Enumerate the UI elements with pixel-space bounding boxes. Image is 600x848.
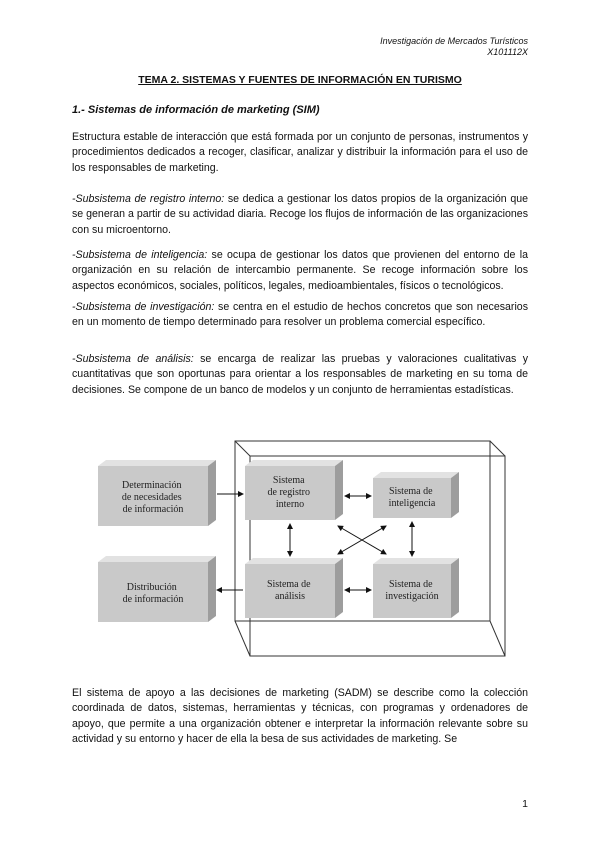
subsystem-term: -Subsistema de inteligencia:	[72, 249, 208, 261]
subsystem-registro	[72, 192, 528, 238]
investigacion-label: Sistema de investigación	[385, 579, 439, 602]
page-number: 1	[522, 798, 528, 810]
box-distribution	[98, 556, 216, 622]
needs-label: Determinación de necesidades de información	[121, 480, 184, 515]
box-analisis	[245, 558, 343, 618]
subsystem-term: -Subsistema de investigación:	[72, 301, 215, 313]
subsystem-term: -Subsistema de registro interno:	[72, 193, 225, 205]
subsystem-text: se encarga de realizar las pruebas y valoraciones cualitativas y cuantitativas que son oportunas para orientar a los responsables de marketing en su toma de decisiones. Se compone de un banco de modelos y un conjunto de herramientas estadísticas.	[72, 353, 528, 396]
subsystem-text: se ocupa de gestionar los datos que provienen del entorno de la organización en su relación de intercambio permanente. Se recoge información sobre los aspectos económicos, sociales, políticos, legales, medioambientales, físicos o tecnológicos.	[72, 249, 528, 292]
analisis-label: Sistema de análisis	[266, 579, 311, 602]
intro-paragraph: Estructura estable de interacción que está formada por un conjunto de personas, instrumentos y procedimientos dedicados a recoger, clasificar, analizar y distribuir la información para el uso de los responsables de marketing.	[72, 131, 528, 174]
box-investigacion	[373, 558, 459, 618]
section-title: 1.- Sistemas de información de marketing (SIM)	[72, 104, 320, 116]
page-title: TEMA 2. SISTEMAS Y FUENTES DE INFORMACIÓN EN TURISMO	[138, 74, 462, 86]
box-registro	[245, 460, 343, 520]
subsystem-analisis	[72, 352, 528, 398]
distribution-label: Distribución de información	[122, 582, 184, 605]
subsystem-inteligencia	[72, 248, 528, 294]
box-needs	[98, 460, 216, 526]
sadm-paragraph: El sistema de apoyo a las decisiones de marketing (SADM) se describe como la colección coordinada de datos, sistemas, herramientas y técnicas, con programas y ordenadores de apoyo, que permite a una organización obtener e interpretar la información relevante sobre su actividad y su entorno y hacer de ella la besa de sus actividades de marketing. Se	[72, 687, 528, 746]
header-code: X101112X	[487, 47, 528, 57]
header-course: Investigación de Mercados Turísticos	[380, 36, 528, 46]
sim-diagram	[90, 436, 510, 662]
inteligencia-label: Sistema de inteligencia	[388, 486, 436, 509]
subsystem-text: se centra en el estudio de hechos concretos que son necesarios en un momento de tiempo determinado para resolver un problema comercial específico.	[72, 301, 528, 329]
registro-label: Sistema de registro interno	[267, 475, 310, 510]
subsystem-text: se dedica a gestionar los datos propios de la organización que se generan a partir de su actividad diaria. Recoge los flujos de información de las organizaciones con su microentorno.	[72, 193, 529, 236]
running-header	[380, 36, 528, 58]
subsystem-term: -Subsistema de análisis:	[72, 353, 194, 365]
box-inteligencia	[373, 472, 459, 518]
subsystem-investigacion	[72, 300, 528, 331]
